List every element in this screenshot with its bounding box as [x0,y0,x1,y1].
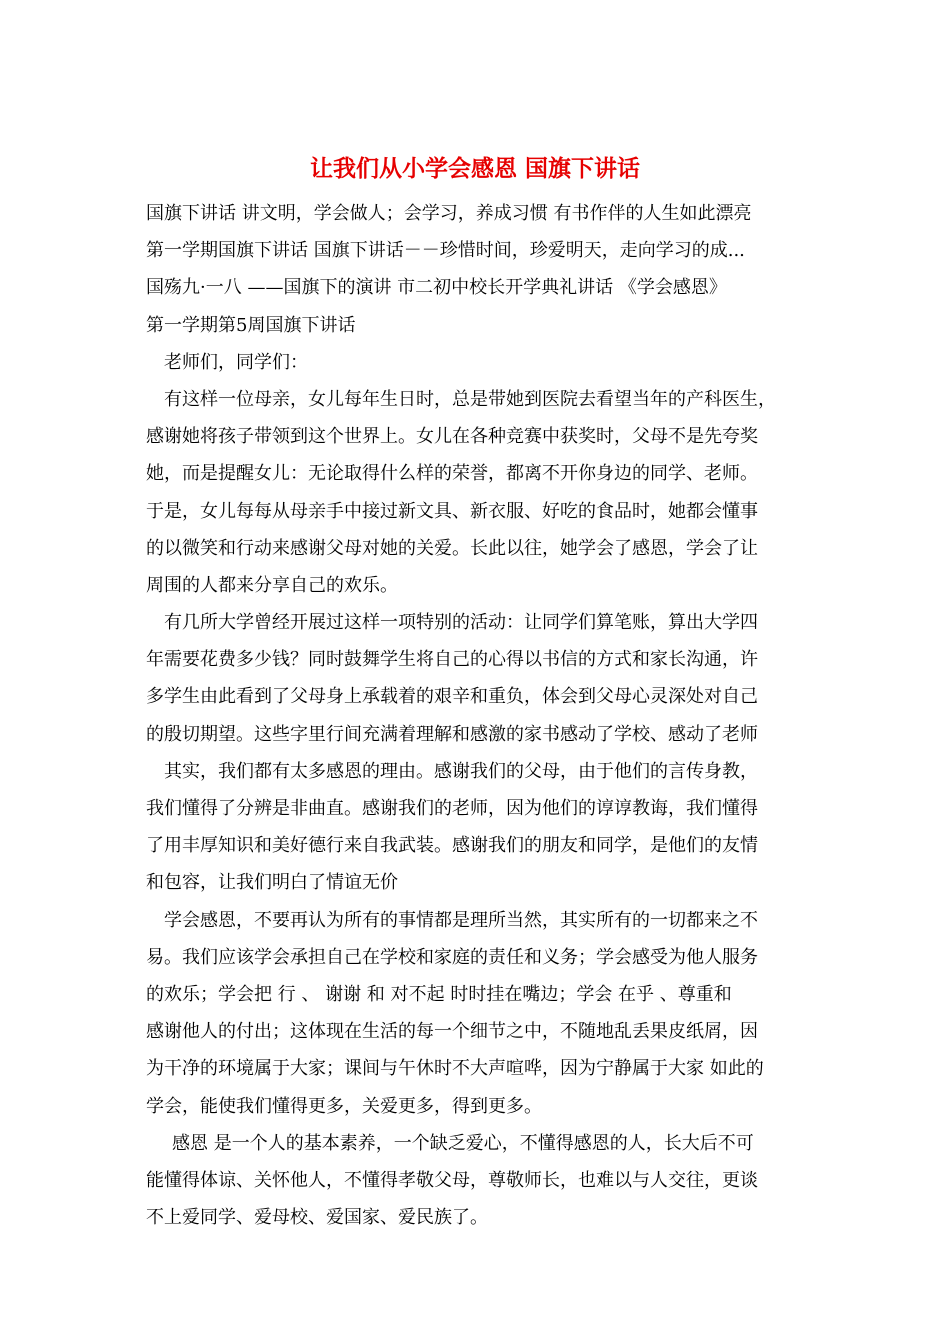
text-line: 易。我们应该学会承担自己在学校和家庭的责任和义务；学会感受为他人服务 [146,946,758,968]
paragraph-start-line: 有几所大学曾经开展过这样一项特别的活动：让同学们算笔账，算出大学四 [164,612,758,634]
paragraph-start-line: 感恩 是一个人的基本素养，一个缺乏爱心，不懂得感恩的人，长大后不可 [172,1132,754,1154]
text-line: 于是，女儿每每从母亲手中接过新文具、新衣服、好吃的食品时，她都会懂事 [146,500,758,522]
text-line: 我们懂得了分辨是非曲直。感谢我们的老师，因为他们的谆谆教诲，我们懂得 [146,798,758,819]
text-line: 第一学期国旗下讲话 国旗下讲话－－珍惜时间，珍爱明天，走向学习的成... [146,240,745,262]
text-line: 感谢她将孩子带领到这个世界上。女儿在各种竞赛中获奖时，父母不是先夸奖 [146,426,758,448]
text-line: 的殷切期望。这些字里行间充满着理解和感激的家书感动了学校、感动了老师 [146,723,758,745]
text-line: 国殇九·一八 ——国旗下的演讲 市二初中校长开学典礼讲话 《学会感恩》 [146,277,727,299]
text-line: 周围的人都来分享自己的欢乐。 [146,574,398,596]
text-line: 的欢乐；学会把 行 、 谢谢 和 对不起 时时挂在嘴边；学会 在乎 、尊重和 [146,983,732,1005]
text-line: 能懂得体谅、关怀他人，不懂得孝敬父母，尊敬师长，也难以与人交往，更谈 [146,1169,758,1191]
text-line: 不上爱同学、爱母校、爱国家、爱民族了。 [146,1207,488,1229]
text-line: 感谢他人的付出；这体现在生活的每一个细节之中，不随地乱丢果皮纸屑，因 [146,1021,758,1043]
paragraph-start-line: 其实，我们都有太多感恩的理由。感谢我们的父母，由于他们的言传身教， [164,760,758,782]
paragraph-start-line: 学会感恩，不要再认为所有的事情都是理所当然，其实所有的一切都来之不 [164,909,758,931]
text-line: 年需要花费多少钱？同时鼓舞学生将自己的心得以书信的方式和家长沟通，许 [146,649,758,671]
paragraph-start-line: 有这样一位母亲，女儿每年生日时，总是带她到医院去看望当年的产科医生， [164,388,776,410]
document-title: 让我们从小学会感恩 国旗下讲话 [309,155,640,182]
text-line: 学会，能使我们懂得更多，关爱更多，得到更多。 [146,1095,542,1117]
text-line: 第一学期第5周国旗下讲话 [146,314,356,336]
text-line: 她，而是提醒女儿：无论取得什么样的荣誉，都离不开你身边的同学、老师。 [146,463,758,485]
text-line: 了用丰厚知识和美好德行来自我武装。感谢我们的朋友和同学，是他们的友情 [146,835,758,857]
text-line: 多学生由此看到了父母身上承载着的艰辛和重负，体会到父母心灵深处对自己 [146,686,758,708]
text-line: 为干净的环境属于大家；课间与午休时不大声喧哗，因为宁静属于大家 如此的 [146,1058,764,1080]
document-body [146,195,816,1236]
greeting-line: 老师们，同学们： [164,351,308,373]
text-line: 国旗下讲话 讲文明，学会做人；会学习，养成习惯 有书作伴的人生如此漂亮 [146,203,752,224]
text-line: 和包容，让我们明白了情谊无价 [146,872,398,894]
text-line: 的以微笑和行动来感谢父母对她的关爱。长此以往，她学会了感恩，学会了让 [146,537,758,559]
